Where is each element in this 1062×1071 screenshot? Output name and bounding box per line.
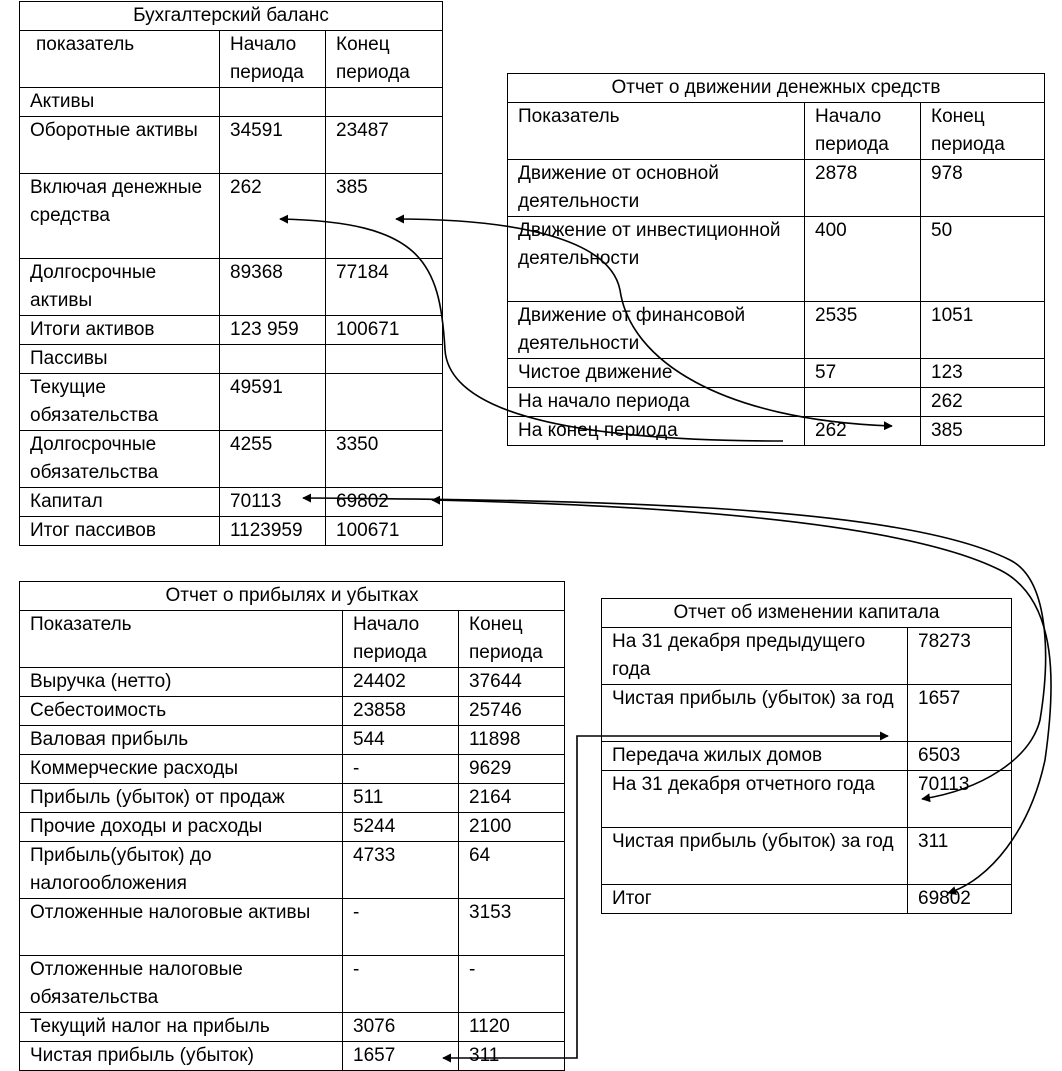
row-start-value: 2535 <box>805 302 921 359</box>
table-row <box>20 488 443 517</box>
table-row <box>20 316 443 345</box>
row-end-value: 262 <box>921 388 1045 417</box>
table-title-row <box>20 2 443 31</box>
table-row <box>20 431 443 488</box>
table-row <box>508 359 1045 388</box>
table-row <box>20 374 443 431</box>
row-label: Капитал <box>20 488 220 517</box>
table-row <box>20 726 565 755</box>
header-end: Конец периода <box>921 103 1045 160</box>
row-end-value: 311 <box>459 1042 565 1071</box>
table-row <box>508 217 1045 302</box>
row-label: Текущий налог на прибыль <box>20 1013 343 1042</box>
table-title: Отчет о прибылях и убытках <box>20 582 565 611</box>
row-label: На конец периода <box>508 417 805 446</box>
row-label: Пассивы <box>20 345 220 374</box>
table-header-row <box>20 31 443 88</box>
table-row <box>508 388 1045 417</box>
row-label: Итоги активов <box>20 316 220 345</box>
table-row <box>20 517 443 546</box>
row-start-value: 400 <box>805 217 921 302</box>
row-start-value: 123 959 <box>220 316 326 345</box>
row-end-value <box>326 345 443 374</box>
header-start: Начало периода <box>805 103 921 160</box>
table-row <box>20 345 443 374</box>
row-end-value: 50 <box>921 217 1045 302</box>
row-end-value: 100671 <box>326 316 443 345</box>
row-start-value <box>220 345 326 374</box>
row-value: 1657 <box>908 685 1012 742</box>
row-end-value: 23487 <box>326 117 443 174</box>
row-label: Валовая прибыль <box>20 726 343 755</box>
header-start: Начало периода <box>343 611 459 668</box>
row-start-value: 57 <box>805 359 921 388</box>
table-row <box>602 828 1012 885</box>
row-start-value: 1123959 <box>220 517 326 546</box>
row-end-value: 25746 <box>459 697 565 726</box>
row-value: 78273 <box>908 628 1012 685</box>
row-start-value: 262 <box>220 174 326 259</box>
row-value: 311 <box>908 828 1012 885</box>
row-start-value: 70113 <box>220 488 326 517</box>
row-end-value: 1051 <box>921 302 1045 359</box>
table-title: Отчет об изменении капитала <box>602 599 1012 628</box>
row-value: 6503 <box>908 742 1012 771</box>
table-title: Бухгалтерский баланс <box>20 2 443 31</box>
header-start: Начало периода <box>220 31 326 88</box>
row-label: Включая денежные средства <box>20 174 220 259</box>
row-label: Коммерческие расходы <box>20 755 343 784</box>
table-row <box>20 755 565 784</box>
row-end-value: - <box>459 956 565 1013</box>
row-value: 69802 <box>908 885 1012 914</box>
row-label: Оборотные активы <box>20 117 220 174</box>
row-start-value: 49591 <box>220 374 326 431</box>
row-label: Прочие доходы и расходы <box>20 813 343 842</box>
row-label: Чистая прибыль (убыток) <box>20 1042 343 1071</box>
row-label: Чистая прибыль (убыток) за год <box>602 685 908 742</box>
row-label: На 31 декабря отчетного года <box>602 771 908 828</box>
row-label: Долгосрочные обязательства <box>20 431 220 488</box>
table-row <box>20 259 443 316</box>
table-row <box>20 784 565 813</box>
row-end-value: 69802 <box>326 488 443 517</box>
capital-changes-table <box>601 598 1012 914</box>
row-label: Итог пассивов <box>20 517 220 546</box>
row-start-value: 5244 <box>343 813 459 842</box>
row-label: Передача жилых домов <box>602 742 908 771</box>
row-end-value <box>326 88 443 117</box>
table-row <box>602 628 1012 685</box>
table-title-row <box>508 74 1045 103</box>
row-label: Прибыль(убыток) до налогообложения <box>20 842 343 899</box>
table-row <box>20 956 565 1013</box>
table-row <box>602 742 1012 771</box>
row-label: Отложенные налоговые обязательства <box>20 956 343 1013</box>
table-row <box>20 1013 565 1042</box>
table-row <box>20 899 565 956</box>
table-row <box>20 697 565 726</box>
row-start-value: 34591 <box>220 117 326 174</box>
row-label: Чистая прибыль (убыток) за год <box>602 828 908 885</box>
row-start-value <box>805 388 921 417</box>
row-end-value <box>326 374 443 431</box>
row-end-value: 77184 <box>326 259 443 316</box>
row-end-value: 385 <box>326 174 443 259</box>
row-end-value: 2164 <box>459 784 565 813</box>
row-label: Движение от финансовой деятельности <box>508 302 805 359</box>
table-row <box>20 842 565 899</box>
table-row <box>20 117 443 174</box>
header-indicator: Показатель <box>20 611 343 668</box>
row-end-value: 1120 <box>459 1013 565 1042</box>
row-start-value: 23858 <box>343 697 459 726</box>
row-end-value: 385 <box>921 417 1045 446</box>
table-row <box>20 1042 565 1071</box>
row-label: Себестоимость <box>20 697 343 726</box>
row-start-value: 24402 <box>343 668 459 697</box>
row-start-value <box>220 88 326 117</box>
row-label: Движение от инвестиционной деятельности <box>508 217 805 302</box>
row-end-value: 9629 <box>459 755 565 784</box>
row-label: Активы <box>20 88 220 117</box>
table-row <box>20 174 443 259</box>
table-header-row <box>508 103 1045 160</box>
row-label: Долгосрочные активы <box>20 259 220 316</box>
row-label: Движение от основной деятельности <box>508 160 805 217</box>
row-label: Итог <box>602 885 908 914</box>
row-start-value: 2878 <box>805 160 921 217</box>
row-start-value: 3076 <box>343 1013 459 1042</box>
row-label: Текущие обязательства <box>20 374 220 431</box>
header-indicator: Показатель <box>508 103 805 160</box>
table-title-row <box>602 599 1012 628</box>
row-start-value: 544 <box>343 726 459 755</box>
row-start-value: 89368 <box>220 259 326 316</box>
row-label: Прибыль (убыток) от продаж <box>20 784 343 813</box>
row-start-value: 4255 <box>220 431 326 488</box>
row-end-value: 64 <box>459 842 565 899</box>
row-end-value: 978 <box>921 160 1045 217</box>
row-label: Отложенные налоговые активы <box>20 899 343 956</box>
row-value: 70113 <box>908 771 1012 828</box>
cashflow-table <box>507 73 1045 446</box>
row-start-value: - <box>343 956 459 1013</box>
header-end: Конец периода <box>459 611 565 668</box>
row-end-value: 3350 <box>326 431 443 488</box>
table-row <box>602 885 1012 914</box>
row-end-value: 2100 <box>459 813 565 842</box>
table-title: Отчет о движении денежных средств <box>508 74 1045 103</box>
row-end-value: 100671 <box>326 517 443 546</box>
row-start-value: - <box>343 755 459 784</box>
table-row <box>20 813 565 842</box>
row-label: Выручка (нетто) <box>20 668 343 697</box>
row-label: Чистое движение <box>508 359 805 388</box>
row-end-value: 37644 <box>459 668 565 697</box>
table-row <box>602 685 1012 742</box>
row-start-value: 4733 <box>343 842 459 899</box>
balance-table <box>19 1 443 546</box>
row-label: На 31 декабря предыдущего года <box>602 628 908 685</box>
row-start-value: 511 <box>343 784 459 813</box>
table-row <box>20 668 565 697</box>
row-start-value: - <box>343 899 459 956</box>
table-row <box>508 302 1045 359</box>
table-row <box>20 88 443 117</box>
table-row <box>508 160 1045 217</box>
table-title-row <box>20 582 565 611</box>
row-end-value: 3153 <box>459 899 565 956</box>
header-indicator: показатель <box>20 31 220 88</box>
row-start-value: 1657 <box>343 1042 459 1071</box>
row-end-value: 11898 <box>459 726 565 755</box>
row-label: На начало периода <box>508 388 805 417</box>
header-end: Конец периода <box>326 31 443 88</box>
profit-loss-table <box>19 581 565 1071</box>
table-row <box>508 417 1045 446</box>
row-start-value: 262 <box>805 417 921 446</box>
row-end-value: 123 <box>921 359 1045 388</box>
table-header-row <box>20 611 565 668</box>
table-row <box>602 771 1012 828</box>
